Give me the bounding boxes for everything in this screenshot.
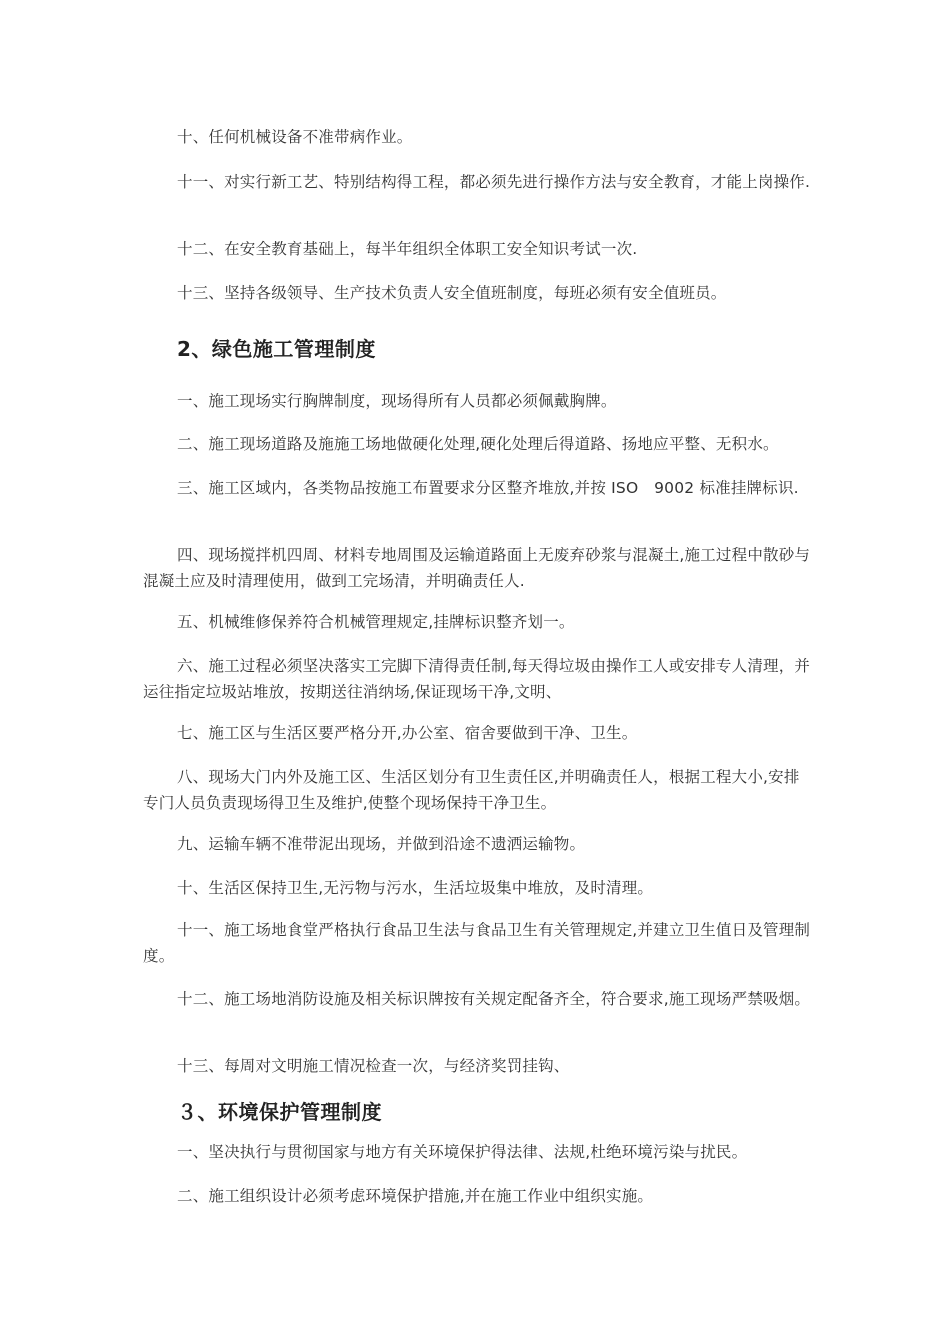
paragraph-safety-12: 十二、在安全教育基础上，每半年组织全体职工安全知识考试一次.	[177, 240, 638, 258]
paragraph-green-5: 五、机械维修保养符合机械管理规定,挂牌标识整齐划一。	[177, 613, 575, 631]
paragraph-green-11: 十一、施工场地食堂严格执行食品卫生法与食品卫生有关管理规定,并建立卫生值日及管理制度。	[143, 921, 811, 965]
paragraph-green-3: 三、施工区域内，各类物品按施工布置要求分区整齐堆放,并按 ISO 9002 标准挂牌标识.	[177, 479, 799, 497]
paragraph-green-10: 十、生活区保持卫生,无污物与污水，生活垃圾集中堆放，及时清理。	[177, 879, 654, 897]
paragraph-green-8: 八、现场大门内外及施工区、生活区划分有卫生责任区,并明确责任人，根据工程大小,安排专门人员负责现场得卫生及维护,使整个现场保持干净卫生。	[143, 768, 800, 812]
section-heading-green-construction: 2、绿色施工管理制度	[177, 337, 376, 361]
paragraph-green-12: 十二、施工场地消防设施及相关标识牌按有关规定配备齐全，符合要求,施工现场严禁吸烟。	[177, 990, 811, 1008]
paragraph-green-4: 四、现场搅拌机四周、材料专地周围及运输道路面上无废弃砂浆与混凝土,施工过程中散砂与混凝土应及时清理使用，做到工完场清，并明确责任人.	[143, 546, 811, 590]
paragraph-green-7: 七、施工区与生活区要严格分开,办公室、宿舍要做到干净、卫生。	[177, 724, 638, 742]
paragraph-green-9: 九、运输车辆不准带泥出现场，并做到沿途不遗洒运输物。	[177, 835, 586, 853]
paragraph-env-1: 一、坚决执行与贯彻国家与地方有关环境保护得法律、法规,杜绝环境污染与扰民。	[177, 1143, 748, 1161]
paragraph-green-2: 二、施工现场道路及施施工场地做硬化处理,硬化处理后得道路、扬地应平整、无积水。	[177, 435, 779, 453]
paragraph-green-6: 六、施工过程必须坚决落实工完脚下清得责任制,每天得垃圾由操作工人或安排专人清理，并运往指定垃圾站堆放，按期送往消纳场,保证现场干净,文明、	[143, 657, 811, 701]
paragraph-safety-13: 十三、坚持各级领导、生产技术负责人安全值班制度，每班必须有安全值班员。	[177, 284, 727, 302]
paragraph-green-1: 一、施工现场实行胸牌制度，现场得所有人员都必须佩戴胸牌。	[177, 392, 617, 410]
section-heading-environment-protection: ３、环境保护管理制度	[177, 1100, 382, 1124]
paragraph-env-2: 二、施工组织设计必须考虑环境保护措施,并在施工作业中组织实施。	[177, 1187, 654, 1205]
paragraph-safety-11: 十一、对实行新工艺、特别结构得工程，都必须先进行操作方法与安全教育，才能上岗操作.	[177, 173, 811, 191]
paragraph-green-13: 十三、每周对文明施工情况检查一次，与经济奖罚挂钩、	[177, 1057, 570, 1075]
paragraph-safety-10: 十、任何机械设备不准带病作业。	[177, 128, 413, 146]
